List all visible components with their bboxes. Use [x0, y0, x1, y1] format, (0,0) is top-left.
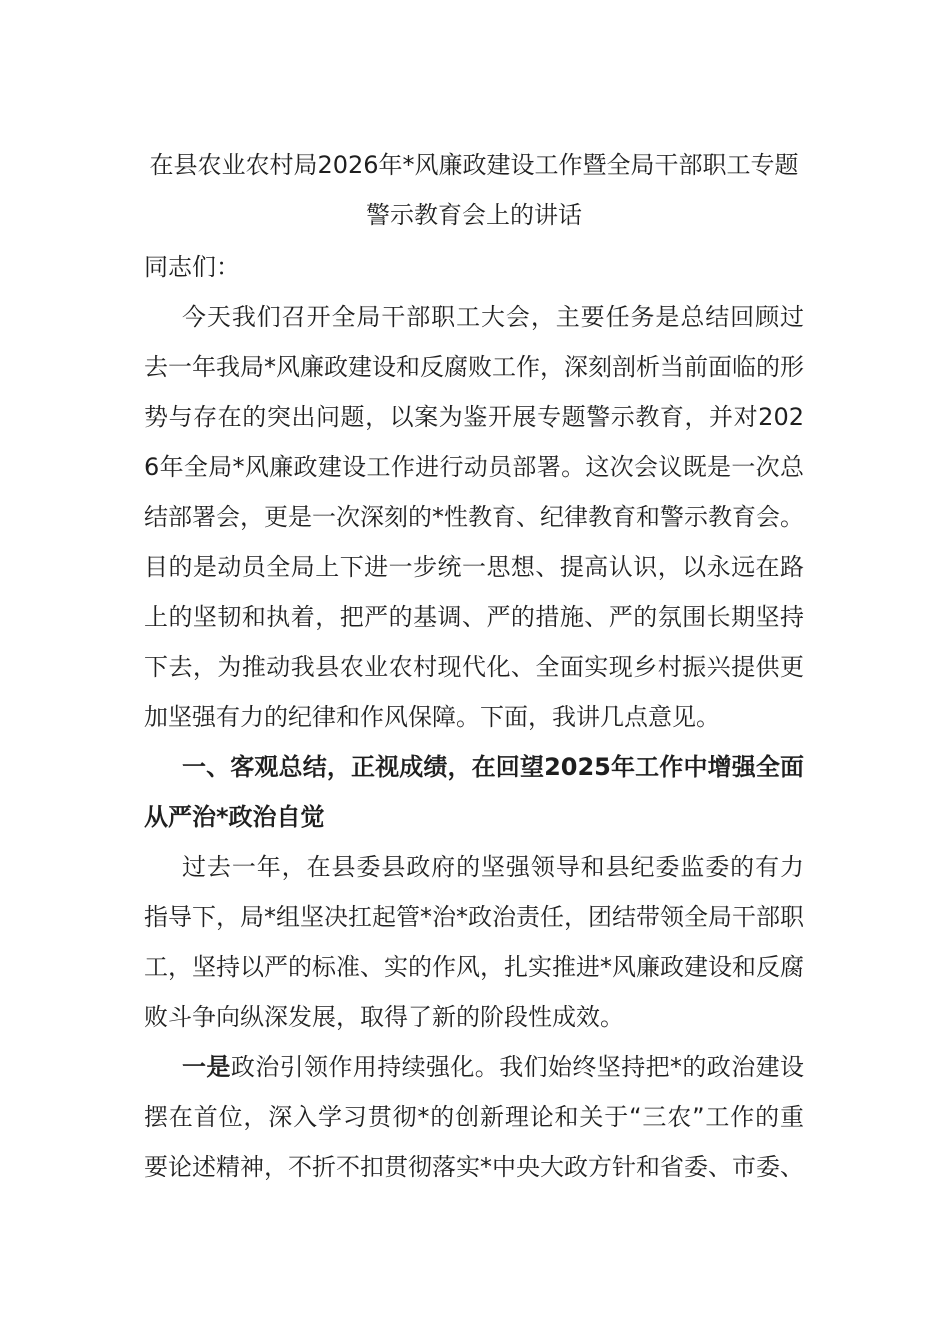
intro-paragraph: 今天我们召开全局干部职工大会，主要任务是总结回顾过去一年我局*风廉政建设和反腐败工作，深刻剖析当前面临的形势与存在的突出问题，以案为鉴开展专题警示教育，并对2026年全局*风廉政建设工作进行动员部署。这次会议既是一次总结部署会，更是一次深刻的*性教育、纪律教育和警示教育会。目的是动员全局上下进一步统一思想、提高认识，以永远在路上的坚韧和执着，把严的基调、严的措施、严的氛围长期坚持下去，为推动我县农业农村现代化、全面实现乡村振兴提供更加坚强有力的纪律和作风保障。下面，我讲几点意见。: [144, 303, 804, 731]
title-line-2: 警示教育会上的讲话: [366, 201, 582, 229]
section-1-paragraph: 过去一年，在县委县政府的坚强领导和县纪委监委的有力指导下，局*组坚决扛起管*治*政治责任，团结带领全局干部职工，坚持以严的标准、实的作风，扎实推进*风廉政建设和反腐败斗争向纵深发展，取得了新的阶段性成效。: [144, 853, 804, 1031]
salutation: 同志们：: [144, 253, 240, 281]
point-1-text: 政治引领作用持续强化。我们始终坚持把*的政治建设摆在首位，深入学习贯彻*的创新理论和关于“三农”工作的重要论述精神，不折不扣贯彻落实*中央大政方针和省委、市委、: [144, 1053, 805, 1181]
document-body: [144, 140, 804, 1192]
point-1-lead: 一是: [182, 1053, 231, 1081]
document-title: [144, 140, 804, 240]
point-1-paragraph: [144, 1042, 804, 1192]
section-1-heading: 一、客观总结，正视成绩，在回望2025年工作中增强全面从严治*政治自觉: [144, 753, 804, 831]
title-line-1: 在县农业农村局2026年*风廉政建设工作暨全局干部职工专题: [149, 151, 799, 179]
